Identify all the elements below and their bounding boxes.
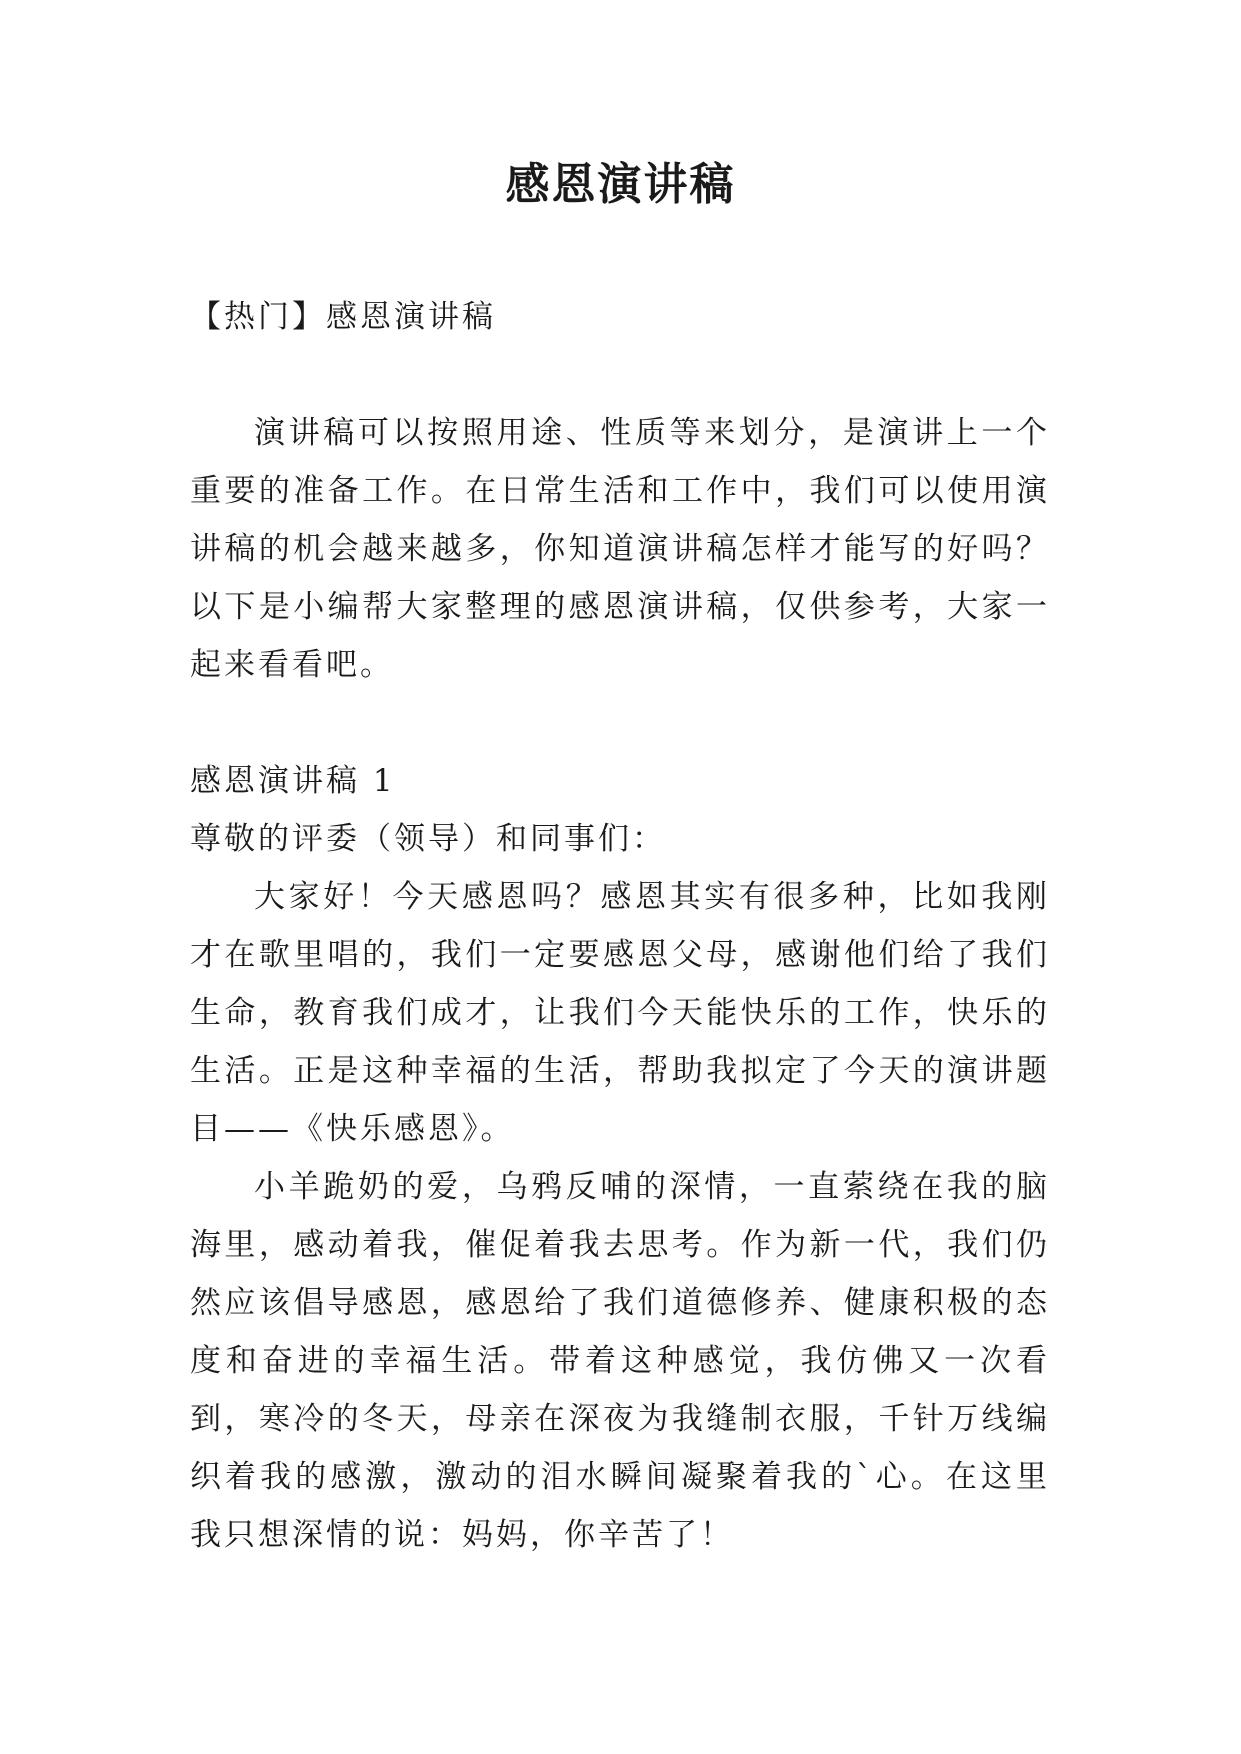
document-subtitle: 【热门】感恩演讲稿 <box>190 299 496 335</box>
document-title: 感恩演讲稿 <box>505 159 736 210</box>
intro-paragraph: 演讲稿可以按照用途、性质等来划分，是演讲上一个重要的准备工作。在日常生活和工作中，我们可以使用演讲稿的机会越来越多，你知道演讲稿怎样才能写的好吗？以下是小编帮大家整理的感恩演讲稿，仅供参考，大家一起来看看吧。 <box>190 415 1050 683</box>
salutation: 尊敬的评委（领导）和同事们： <box>190 821 666 857</box>
section-heading: 感恩演讲稿 1 <box>190 763 396 799</box>
body-paragraph-2: 小羊跪奶的爱，乌鸦反哺的深情，一直萦绕在我的脑海里，感动着我，催促着我去思考。作为新一代，我们仍然应该倡导感恩，感恩给了我们道德修养、健康积极的态度和奋进的幸福生活。带着这种感觉，我仿佛又一次看到，寒冷的冬天，母亲在深夜为我缝制衣服，千针万线编织着我的感激，激动的泪水瞬间凝聚着我的`心。在这里我只想深情的说：妈妈，你辛苦了！ <box>190 1169 1050 1553</box>
body-paragraph-1: 大家好！今天感恩吗？感恩其实有很多种，比如我刚才在歌里唱的，我们一定要感恩父母，感谢他们给了我们生命，教育我们成才，让我们今天能快乐的工作，快乐的生活。正是这种幸福的生活，帮助我拟定了今天的演讲题目——《快乐感恩》。 <box>190 879 1050 1147</box>
